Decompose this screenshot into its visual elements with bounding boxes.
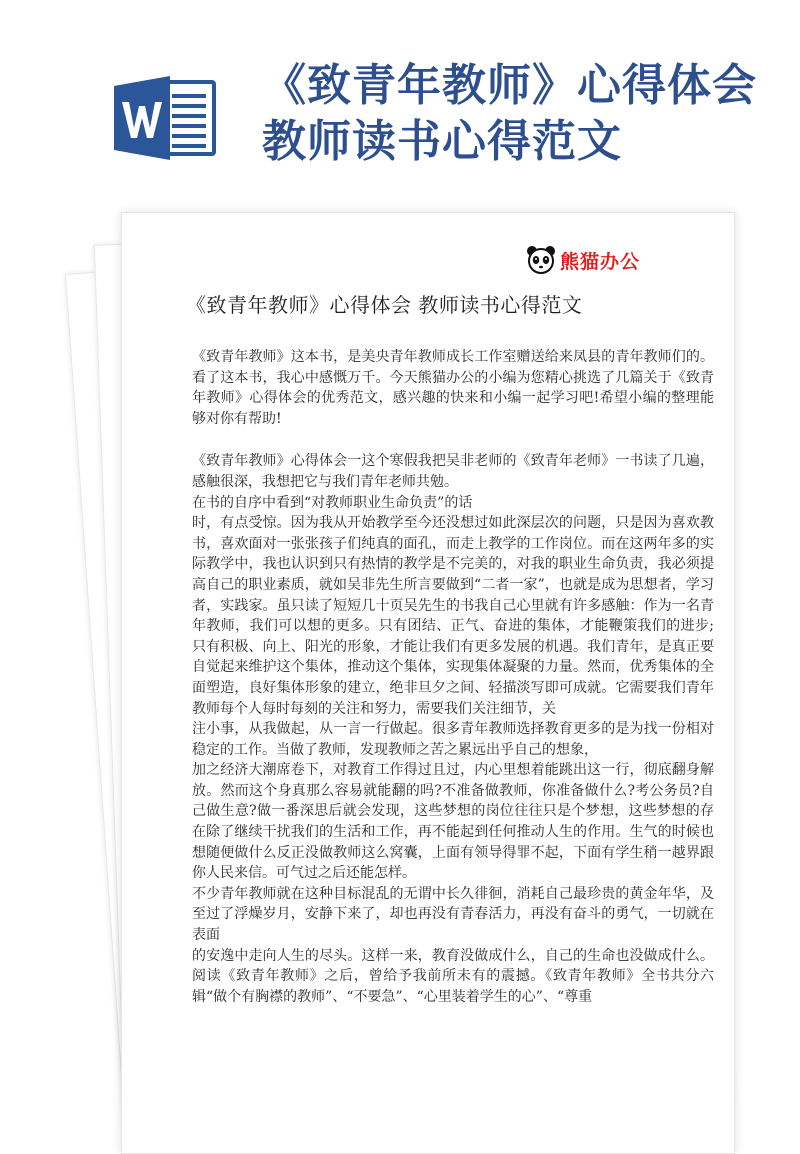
paragraph: 《致青年教师》心得体会一这个寒假我把吴非老师的《致青年老师》一书读了几遍，感触很深，我想把它与我们青年老师共勉。	[192, 453, 714, 490]
paragraph: 的安逸中走向人生的尽头。这样一来，教育没做成什么，自己的生命也没做成什么。 阅读《致青年教师》之后，曾给予我前所未有的震撼。《致青年教师》全书共分六辑“做个有胸襟的教师”、“不要急”、“心里装着学生的心”、“尊重	[192, 947, 714, 1005]
document-title: 《致青年教师》心得体会 教师读书心得范文	[186, 293, 583, 317]
front-page	[121, 212, 735, 1154]
page-title: 《致青年教师》心得体会教师读书心得范文	[262, 60, 757, 167]
paragraph: 不少青年教师就在这种目标混乱的无谓中长久徘徊，消耗自己最珍贵的黄金年华，及至过了浮燥岁月，安静下来了，却也再没有青春活力，再没有奋斗的勇气，一切就在表面	[192, 885, 714, 944]
paragraph-gap	[192, 429, 714, 451]
word-icon	[112, 72, 218, 164]
document-body	[192, 347, 714, 1007]
brand-logo	[526, 243, 640, 277]
paragraph: 《致青年教师》这本书，是美央青年教师成长工作室赠送给来凤县的青年教师们的。看了这本书，我心中感慨万千。今天熊猫办公的小编为您精心挑选了几篇关于《致青年教师》心得体会的优秀范文，感兴趣的快来和小编一起学习吧!希望小编的整理能够对你有帮助!	[192, 349, 714, 427]
panda-icon	[526, 245, 556, 275]
brand-logo-text: 熊猫办公	[560, 250, 641, 273]
paragraph: 时，有点受惊。因为我从开始教学至今还没想过如此深层次的问题，只是因为喜欢教书，喜欢面对一张张孩子们纯真的面孔，而走上教学的工作岗位。而在这两年多的实际教学中，我也认识到只有热情的教学是不完美的，对我的职业生命负责，我必须提高自己的职业素质，就如吴非先生所言要做到“二者一家”，也就是成为思想者，学习者，实践家。虽只读了短短几十页吴先生的书我自己心里就有许多感触：作为一名青年教师，我们可以想的更多。只有团结、正气、奋进的集体，才能鞭策我们的进步;只有积极、向上、阳光的形象，才能让我们有更多发展的机遇。我们青年，是真正要自觉起来维护这个集体，推动这个集体，实现集体凝聚的力量。然而，优秀集体的全面塑造，良好集体形象的建立，绝非旦夕之间、轻描淡写即可成就。它需要我们青年教师每个人每时每刻的关注和努力，需要我们关注细节，关	[192, 515, 714, 717]
paragraph: 注小事，从我做起，从一言一行做起。很多青年教师选择教育更多的是为找一份相对稳定的工作。当做了教师，发现教师之苦之累远出乎自己的想象，	[192, 721, 714, 758]
paragraph: 在书的自序中看到“对教师职业生命负责”的话	[192, 494, 473, 511]
document-preview	[95, 212, 735, 1152]
paragraph: 加之经济大潮席卷下，对教育工作得过且过，内心里想着能跳出这一行，彻底翻身解放。然而这个身真那么容易就能翻的吗?不准备做教师，你准备做什么?考公务员?自己做生意?做一番深思后就会发现，这些梦想的岗位往往只是个梦想，这些梦想的存在除了继续干扰我们的生活和工作，再不能起到任何推动人生的作用。生气的时候也想随便做什么反正没做教师这么窝囊，上面有领导得罪不起，下面有学生稍一越界跟你人民来信。可气过之后还能怎样。	[192, 762, 714, 882]
